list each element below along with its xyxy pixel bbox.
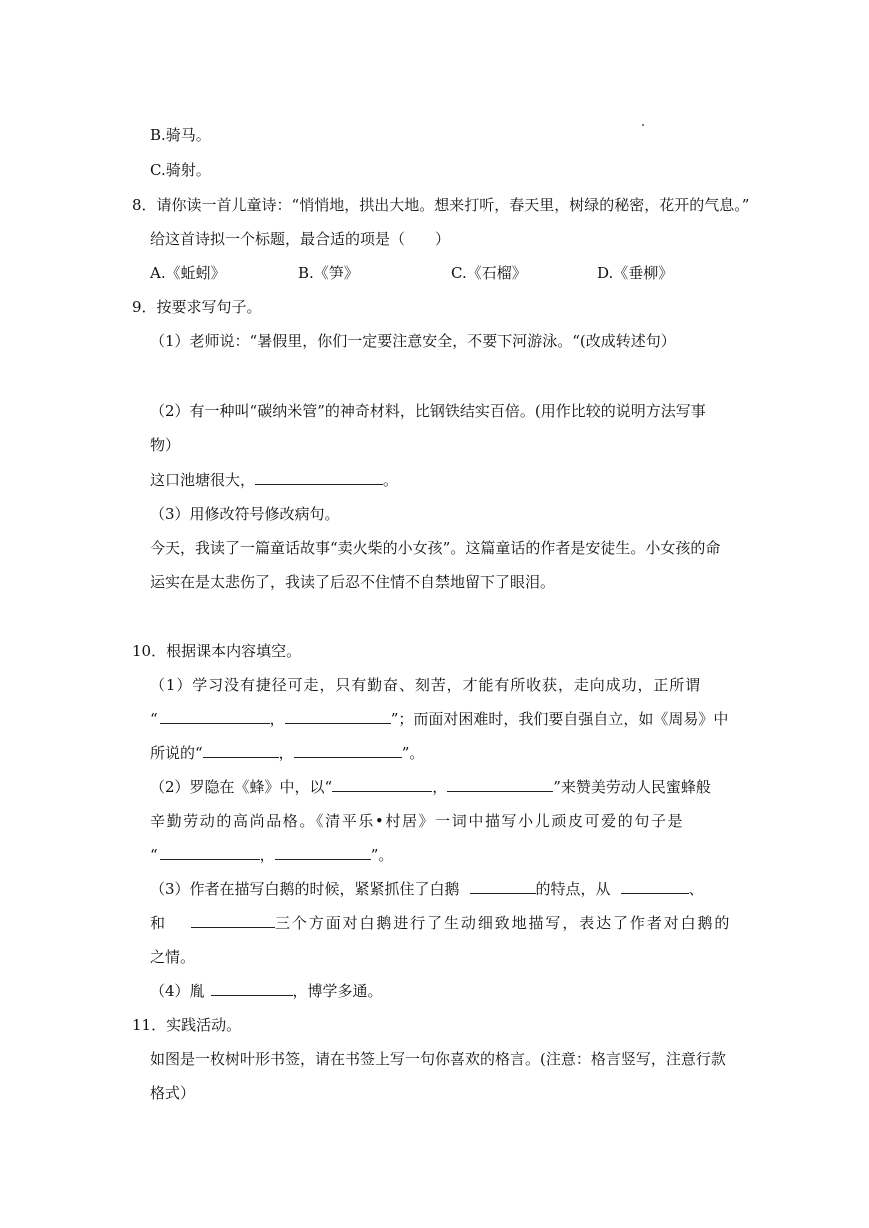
answer-blank[interactable] — [211, 981, 293, 996]
answer-blank[interactable] — [470, 879, 536, 894]
q10-part1-line1: （1）学习没有捷径可走，只有勤奋、刻苦，才能有所收获，走向成功，正所谓 — [150, 676, 702, 694]
open-quote: “ — [150, 710, 158, 728]
answer-blank[interactable] — [255, 470, 383, 485]
q11-heading: 11．实践活动。 — [132, 1016, 242, 1034]
answer-blank[interactable] — [160, 709, 270, 724]
q10-part4 — [150, 981, 383, 1001]
q11-line2: 格式） — [150, 1084, 196, 1102]
answer-blank[interactable] — [294, 743, 402, 758]
q7-option-b: B.骑马。 — [150, 126, 211, 144]
q10-part3-mid: 的特点，从 — [535, 880, 611, 898]
q10-part2-line1-text: ”来赞美劳动人民蜜蜂般 — [553, 778, 711, 796]
q10-part2-line2: 辛勤劳动的高尚品格。《清平乐•村居》一词中描写小儿顽皮可爱的句子是 — [150, 812, 685, 830]
q10-part4-prefix: （4）胤 — [150, 982, 205, 1000]
q9-part3-text-line1: 今天，我读了一篇童话故事“卖火柴的小女孩”。这篇童话的作者是安徒生。小女孩的命 — [150, 539, 721, 557]
q9-part2-fill — [150, 470, 398, 490]
q10-heading: 10．根据课本内容填空。 — [132, 642, 302, 660]
q10-part1-line3 — [150, 743, 424, 763]
q10-part2-prefix: （2）罗隐在《蜂》中，以“ — [150, 778, 333, 796]
q10-part4-text: ，博学多通。 — [292, 982, 383, 1000]
answer-blank[interactable] — [275, 845, 371, 860]
q8-prompt: 8．请你读一首儿童诗：“悄悄地，拱出大地。想来打听，春天里，树绿的秘密，花开的气息。” — [132, 196, 750, 214]
q10-part3-line1 — [150, 879, 704, 899]
q9-heading: 9．按要求写句子。 — [132, 298, 262, 316]
q9-part2-line1: （2）有一种叫“碳纳米管”的神奇材料，比钢铁结实百倍。(用作比较的说明方法写事 — [150, 402, 706, 420]
q9-part2-fill-prefix: 这口池塘很大， — [150, 471, 256, 489]
q8-option-c: C.《石榴》 — [451, 264, 527, 282]
q10-part1-line3-prefix: 所说的“ — [150, 744, 203, 762]
q8-option-a: A.《蚯蚓》 — [150, 264, 226, 282]
q8-option-d: D.《垂柳》 — [597, 264, 674, 282]
q10-part3-prefix: （3）作者在描写白鹅的时候，紧紧抓住了白鹅 — [150, 880, 460, 898]
q10-part3-line2 — [150, 913, 731, 933]
answer-blank[interactable] — [332, 777, 432, 792]
q9-part1: （1）老师说：“暑假里，你们一定要注意安全，不要下河游泳。“(改成转述句） — [150, 332, 676, 350]
comma: ， — [269, 710, 285, 728]
comma: ， — [432, 778, 448, 796]
q8-question: 给这首诗拟一个标题，最合适的项是（ ） — [150, 230, 451, 248]
answer-blank[interactable] — [447, 777, 553, 792]
answer-blank[interactable] — [621, 879, 689, 894]
q10-part1-line2 — [150, 709, 728, 729]
q10-part3-line2-text: 三个方面对白鹅进行了生动细致地描写，表达了作者对白鹅的 — [275, 914, 732, 932]
q9-part2-line2: 物） — [150, 436, 181, 454]
stray-dot — [642, 124, 644, 126]
answer-blank[interactable] — [160, 845, 260, 860]
q9-part2-fill-suffix: 。 — [383, 471, 399, 489]
q10-part2-line1 — [150, 777, 711, 797]
q10-part2-line3 — [150, 845, 393, 865]
close-quote: ”。 — [370, 846, 394, 864]
q10-part3-line3: 之情。 — [150, 948, 196, 966]
answer-blank[interactable] — [285, 709, 391, 724]
enumeration-comma: 、 — [688, 880, 704, 898]
q8-option-b: B.《笋》 — [298, 264, 359, 282]
q10-part3-and: 和 — [150, 914, 166, 932]
comma: ， — [278, 744, 294, 762]
open-quote: “ — [150, 846, 158, 864]
q9-part3-text-line2: 运实在是太悲伤了，我读了后忍不住情不自禁地留下了眼泪。 — [150, 573, 556, 591]
close-quote: ”。 — [401, 744, 425, 762]
q9-part3: （3）用修改符号修改病句。 — [150, 505, 340, 523]
comma: ， — [259, 846, 275, 864]
q11-line1: 如图是一枚树叶形书签，请在书签上写一句你喜欢的格言。(注意：格言竖写，注意行款 — [150, 1050, 726, 1068]
answer-blank[interactable] — [203, 743, 279, 758]
q7-option-c: C.骑射。 — [150, 161, 211, 179]
answer-blank[interactable] — [191, 913, 275, 928]
q10-part1-line2-text: ”；而面对困难时，我们要自强自立，如《周易》中 — [390, 710, 729, 728]
